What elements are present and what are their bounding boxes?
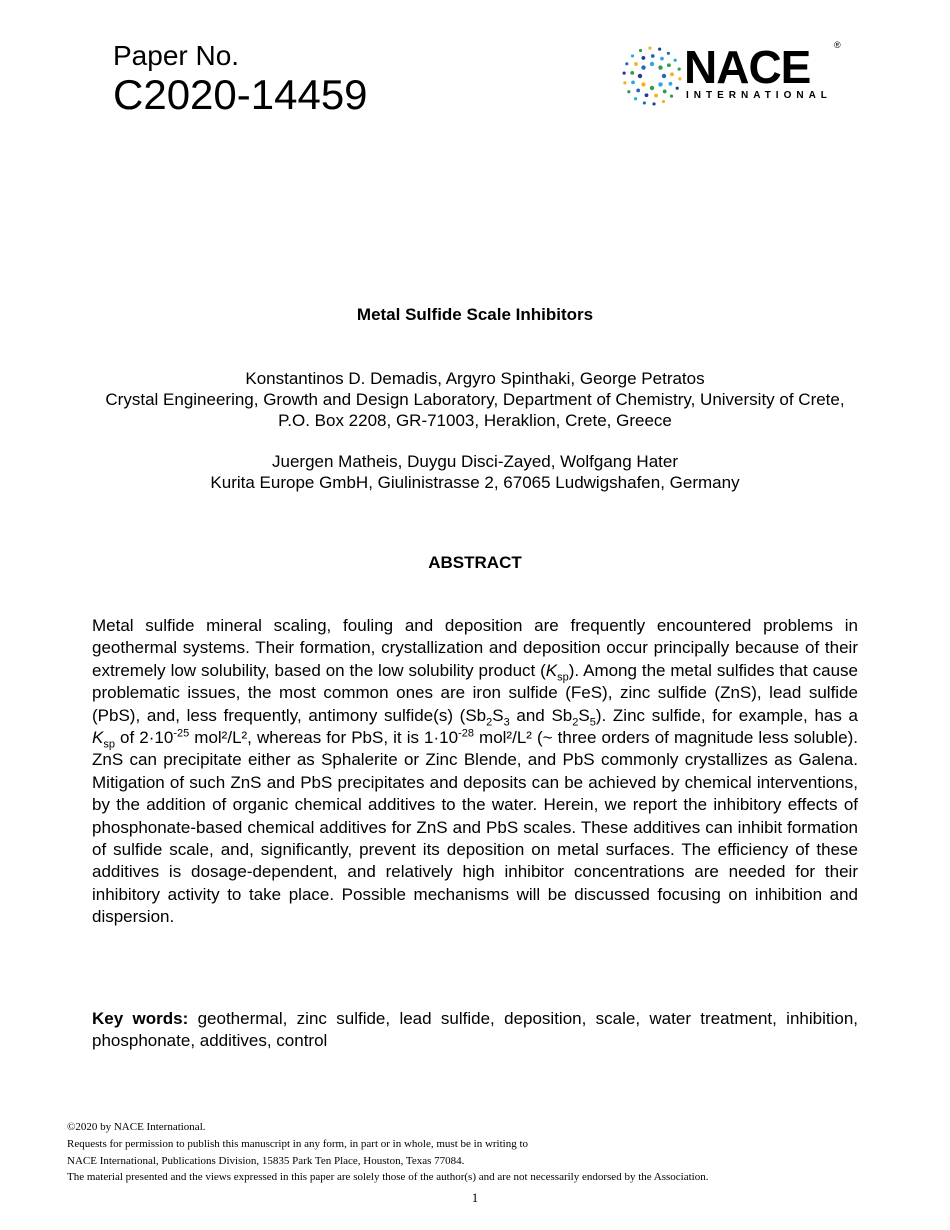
abstract-heading: ABSTRACT xyxy=(428,553,522,572)
keywords-label: Key words: xyxy=(92,1009,189,1028)
author-affiliation: Crystal Engineering, Growth and Design Laboratory, Department of Chemistry, University of Crete, P.O. Box 2208, GR-71003, Heraklion, Crete, Greece xyxy=(105,390,845,430)
page-number: 1 xyxy=(471,1190,479,1205)
footer-line: Requests for permission to publish this manuscript in any form, in part or in whole, must be in writing to xyxy=(67,1137,529,1150)
abstract-body: Metal sulfide mineral scaling, fouling and deposition are frequently encountered problems in geothermal systems. Their formation, crystallization and deposition occur principally because of their extremely low solubility, based on the low solubility product $(K_{sp})$. Among the metal sulfides that cause problematic issues, the most common ones are iron sulfide (FeS), zinc sulfide (ZnS), lead sulfide (PbS), and, less frequently, antimony sulfide(s) ($Sb_2S_3$ and $Sb_2S_5$). Zinc sulfide, for example, has a $K_{sp}$ of $2\cdot 10^{-25}$ mol²/L², whereas for PbS, it is $1\cdot 10^{-28}$ mol²/L² (~ three orders of magnitude less soluble). ZnS can precipitate either as Sphalerite or Zinc Blende, and PbS commonly crystallizes as Galena. Mitigation of such ZnS and PbS precipitates and deposits can be achieved by chemical interventions, by the addition of organic chemical additives to the water. Herein, we report the inhibitory effects of phosphonate-based chemical additives for ZnS and PbS scales. These additives can inhibit formation of sulfide scale, and, significantly, prevent its deposition on metal surfaces. The efficiency of these additives is dosage-dependent, and relatively high inhibitor concentrations are needed for their inhibitory activity to take place. Possible mechanisms will be discussed focusing on inhibition and dispersion. xyxy=(92,616,858,927)
paper-title: Metal Sulfide Scale Inhibitors xyxy=(356,305,594,324)
author-names: Juergen Matheis, Duygu Disci-Zayed, Wolfgang Hater xyxy=(272,452,678,471)
footer-line: The material presented and the views expressed in this paper are solely those of the author(s) and are not necessarily endorsed by the Association. xyxy=(67,1171,709,1184)
logo-wordmark: NACE xyxy=(684,41,811,93)
copyright-footer xyxy=(67,1119,708,1186)
paper-label: Paper No. xyxy=(113,40,240,71)
paper-number-block xyxy=(113,40,368,118)
author-affiliation: Kurita Europe GmbH, Giulinistrasse 2, 67065 Ludwigshafen, Germany xyxy=(210,473,740,492)
paper-number: C2020-14459 xyxy=(113,71,368,118)
author-names: Konstantinos D. Demadis, Argyro Spinthaki, George Petratos xyxy=(245,369,705,388)
logo-subtitle: INTERNATIONAL xyxy=(686,90,832,101)
keywords-text: geothermal, zinc sulfide, lead sulfide, deposition, scale, water treatment, inhibition, phosphonate, additives, control xyxy=(92,1009,859,1050)
author-group-1 xyxy=(95,368,855,431)
nace-logo xyxy=(622,40,844,110)
keywords xyxy=(92,1008,858,1052)
footer-line: NACE International, Publications Division, 15835 Park Ten Place, Houston, Texas 77084. xyxy=(67,1154,465,1167)
author-group-2 xyxy=(95,451,855,493)
nace-globe-icon xyxy=(622,46,682,106)
registered-mark: ® xyxy=(834,40,841,50)
footer-line: ©2020 by NACE International. xyxy=(67,1121,206,1133)
